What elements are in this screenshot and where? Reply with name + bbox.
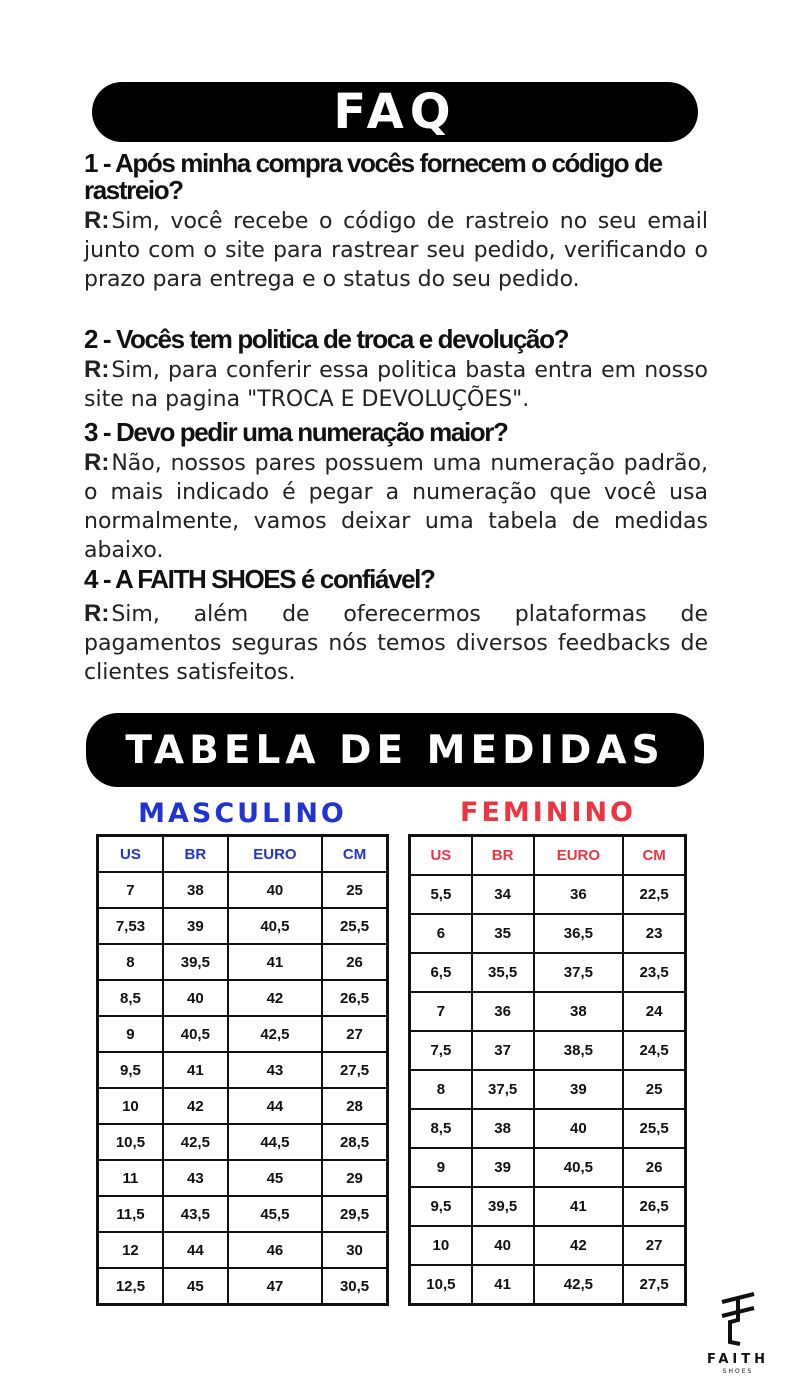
- table-cell: 40: [163, 980, 228, 1016]
- table-header-row: [410, 836, 685, 875]
- table-cell: 10: [410, 1226, 472, 1265]
- table-cell: 40,5: [534, 1148, 624, 1187]
- table-cell: 9: [410, 1148, 472, 1187]
- column-header: EURO: [534, 836, 624, 875]
- faq-answer-text-4: Sim, além de oferecermos plataformas de pagamentos seguras nós temos diversos feedbacks de clientes satisfeitos.: [84, 602, 708, 685]
- feminino-title: FEMININO: [460, 797, 636, 828]
- table-row: [410, 1187, 685, 1226]
- table-cell: 27: [623, 1226, 685, 1265]
- table-cell: 9,5: [410, 1187, 472, 1226]
- table-row: [98, 1052, 387, 1088]
- table-cell: 42,5: [163, 1124, 228, 1160]
- table-cell: 28: [322, 1088, 387, 1124]
- answer-prefix: R:: [84, 207, 110, 234]
- table-row: [410, 1070, 685, 1109]
- table-cell: 26,5: [322, 980, 387, 1016]
- column-header: CM: [322, 836, 387, 872]
- table-cell: 38: [472, 1109, 534, 1148]
- table-row: [98, 1160, 387, 1196]
- table-cell: 11,5: [98, 1196, 163, 1232]
- table-cell: 41: [534, 1187, 624, 1226]
- table-cell: 27: [322, 1016, 387, 1052]
- table-cell: 35,5: [472, 953, 534, 992]
- table-cell: 44: [163, 1232, 228, 1268]
- table-cell: 25: [623, 1070, 685, 1109]
- table-cell: 39: [534, 1070, 624, 1109]
- masculino-size-table: [96, 834, 389, 1306]
- table-cell: 12: [98, 1232, 163, 1268]
- table-cell: 42: [163, 1088, 228, 1124]
- table-cell: 40,5: [163, 1016, 228, 1052]
- faq-answer-text-1: Sim, você recebe o código de rastreio no seu email junto com o site para rastrear seu pedido, verificando o prazo para entrega e o status do seu pedido.: [84, 209, 708, 292]
- table-row: [98, 1232, 387, 1268]
- column-header: US: [410, 836, 472, 875]
- table-row: [410, 914, 685, 953]
- table-cell: 5,5: [410, 875, 472, 914]
- faq-title-banner: [92, 82, 698, 142]
- table-cell: 38: [163, 872, 228, 908]
- table-cell: 27,5: [322, 1052, 387, 1088]
- table-row: [98, 1088, 387, 1124]
- table-cell: 40: [472, 1226, 534, 1265]
- table-cell: 40: [534, 1109, 624, 1148]
- table-cell: 34: [472, 875, 534, 914]
- table-row: [410, 1148, 685, 1187]
- table-row: [410, 875, 685, 914]
- table-cell: 45,5: [228, 1196, 322, 1232]
- table-cell: 23,5: [623, 953, 685, 992]
- table-cell: 39: [163, 908, 228, 944]
- table-cell: 22,5: [623, 875, 685, 914]
- table-cell: 10,5: [98, 1124, 163, 1160]
- faq-answer-1: [84, 206, 708, 294]
- table-cell: 35: [472, 914, 534, 953]
- table-cell: 10,5: [410, 1265, 472, 1304]
- column-header: BR: [472, 836, 534, 875]
- faq-question-3: 3 - Devo pedir uma numeração maior?: [84, 417, 508, 447]
- faq-item-2: [84, 326, 708, 414]
- table-row: [98, 908, 387, 944]
- table-cell: 42,5: [534, 1265, 624, 1304]
- size-chart-title: TABELA DE MEDIDAS: [125, 727, 665, 773]
- table-row: [98, 1268, 387, 1304]
- table-cell: 46: [228, 1232, 322, 1268]
- table-row: [410, 1031, 685, 1070]
- table-cell: 42: [228, 980, 322, 1016]
- table-row: [98, 944, 387, 980]
- table-cell: 8: [98, 944, 163, 980]
- table-cell: 7,53: [98, 908, 163, 944]
- table-cell: 26,5: [623, 1187, 685, 1226]
- table-row: [98, 872, 387, 908]
- table-cell: 43,5: [163, 1196, 228, 1232]
- table-cell: 37,5: [472, 1070, 534, 1109]
- table-cell: 10: [98, 1088, 163, 1124]
- table-cell: 38: [534, 992, 624, 1031]
- table-cell: 8: [410, 1070, 472, 1109]
- faith-cross-icon: [718, 1290, 758, 1348]
- faq-answer-2: [84, 355, 708, 414]
- table-row: [98, 1016, 387, 1052]
- table-row: [410, 992, 685, 1031]
- table-cell: 24: [623, 992, 685, 1031]
- column-header: US: [98, 836, 163, 872]
- table-cell: 24,5: [623, 1031, 685, 1070]
- faq-answer-3: [84, 448, 708, 565]
- table-cell: 7: [98, 872, 163, 908]
- table-cell: 36,5: [534, 914, 624, 953]
- table-cell: 37: [472, 1031, 534, 1070]
- table-cell: 12,5: [98, 1268, 163, 1304]
- table-cell: 44,5: [228, 1124, 322, 1160]
- logo-brand: FAITH: [706, 1352, 770, 1367]
- table-row: [410, 1109, 685, 1148]
- faith-shoes-logo: [694, 1290, 782, 1382]
- table-cell: 47: [228, 1268, 322, 1304]
- table-cell: 30,5: [322, 1268, 387, 1304]
- masculino-title: MASCULINO: [138, 798, 347, 829]
- table-cell: 40: [228, 872, 322, 908]
- table-cell: 29,5: [322, 1196, 387, 1232]
- table-cell: 29: [322, 1160, 387, 1196]
- table-cell: 44: [228, 1088, 322, 1124]
- table-cell: 7: [410, 992, 472, 1031]
- column-header: CM: [623, 836, 685, 875]
- table-cell: 25,5: [322, 908, 387, 944]
- table-cell: 42,5: [228, 1016, 322, 1052]
- faq-item-4: [84, 566, 708, 687]
- table-cell: 9: [98, 1016, 163, 1052]
- table-cell: 36: [534, 875, 624, 914]
- table-cell: 36: [472, 992, 534, 1031]
- table-row: [410, 1226, 685, 1265]
- column-header: BR: [163, 836, 228, 872]
- table-row: [98, 1124, 387, 1160]
- table-cell: 45: [163, 1268, 228, 1304]
- table-cell: 43: [228, 1052, 322, 1088]
- table-cell: 30: [322, 1232, 387, 1268]
- answer-prefix: R:: [84, 449, 110, 476]
- table-cell: 38,5: [534, 1031, 624, 1070]
- faq-answer-text-3: Não, nossos pares possuem uma numeração padrão, o mais indicado é pegar a numeração que você usa normalmente, vamos deixar uma tabela de medidas abaixo.: [84, 451, 708, 563]
- table-row: [410, 953, 685, 992]
- faq-item-3: [84, 419, 708, 565]
- table-cell: 41: [163, 1052, 228, 1088]
- table-row: [410, 1265, 685, 1304]
- table-cell: 26: [322, 944, 387, 980]
- table-cell: 43: [163, 1160, 228, 1196]
- table-cell: 25: [322, 872, 387, 908]
- answer-prefix: R:: [84, 600, 110, 627]
- faq-question-4: 4 - A FAITH SHOES é confiável?: [84, 564, 435, 594]
- table-cell: 39,5: [472, 1187, 534, 1226]
- table-cell: 40,5: [228, 908, 322, 944]
- column-header: EURO: [228, 836, 322, 872]
- table-cell: 25,5: [623, 1109, 685, 1148]
- table-row: [98, 1196, 387, 1232]
- table-cell: 6,5: [410, 953, 472, 992]
- table-cell: 26: [623, 1148, 685, 1187]
- logo-sub: SHOES: [722, 1368, 754, 1375]
- table-cell: 39,5: [163, 944, 228, 980]
- faq-title: FAQ: [333, 84, 457, 140]
- table-cell: 8,5: [98, 980, 163, 1016]
- faq-question-1: 1 - Após minha compra vocês fornecem o código de rastreio?: [84, 148, 662, 205]
- table-row: [98, 980, 387, 1016]
- faq-question-2: 2 - Vocês tem politica de troca e devolução?: [84, 324, 569, 354]
- faq-item-1: [84, 150, 708, 294]
- table-cell: 41: [472, 1265, 534, 1304]
- table-header-row: [98, 836, 387, 872]
- table-cell: 28,5: [322, 1124, 387, 1160]
- table-cell: 7,5: [410, 1031, 472, 1070]
- answer-prefix: R:: [84, 356, 110, 383]
- table-cell: 42: [534, 1226, 624, 1265]
- table-cell: 8,5: [410, 1109, 472, 1148]
- size-chart-title-banner: [86, 713, 704, 787]
- table-cell: 11: [98, 1160, 163, 1196]
- table-cell: 27,5: [623, 1265, 685, 1304]
- table-cell: 37,5: [534, 953, 624, 992]
- faq-answer-4: [84, 599, 708, 687]
- table-cell: 23: [623, 914, 685, 953]
- feminino-size-table: [408, 834, 687, 1306]
- table-cell: 39: [472, 1148, 534, 1187]
- table-cell: 6: [410, 914, 472, 953]
- table-cell: 45: [228, 1160, 322, 1196]
- table-cell: 9,5: [98, 1052, 163, 1088]
- table-cell: 41: [228, 944, 322, 980]
- faq-answer-text-2: Sim, para conferir essa politica basta entra em nosso site na pagina "TROCA E DEVOLUÇÕES".: [84, 358, 708, 412]
